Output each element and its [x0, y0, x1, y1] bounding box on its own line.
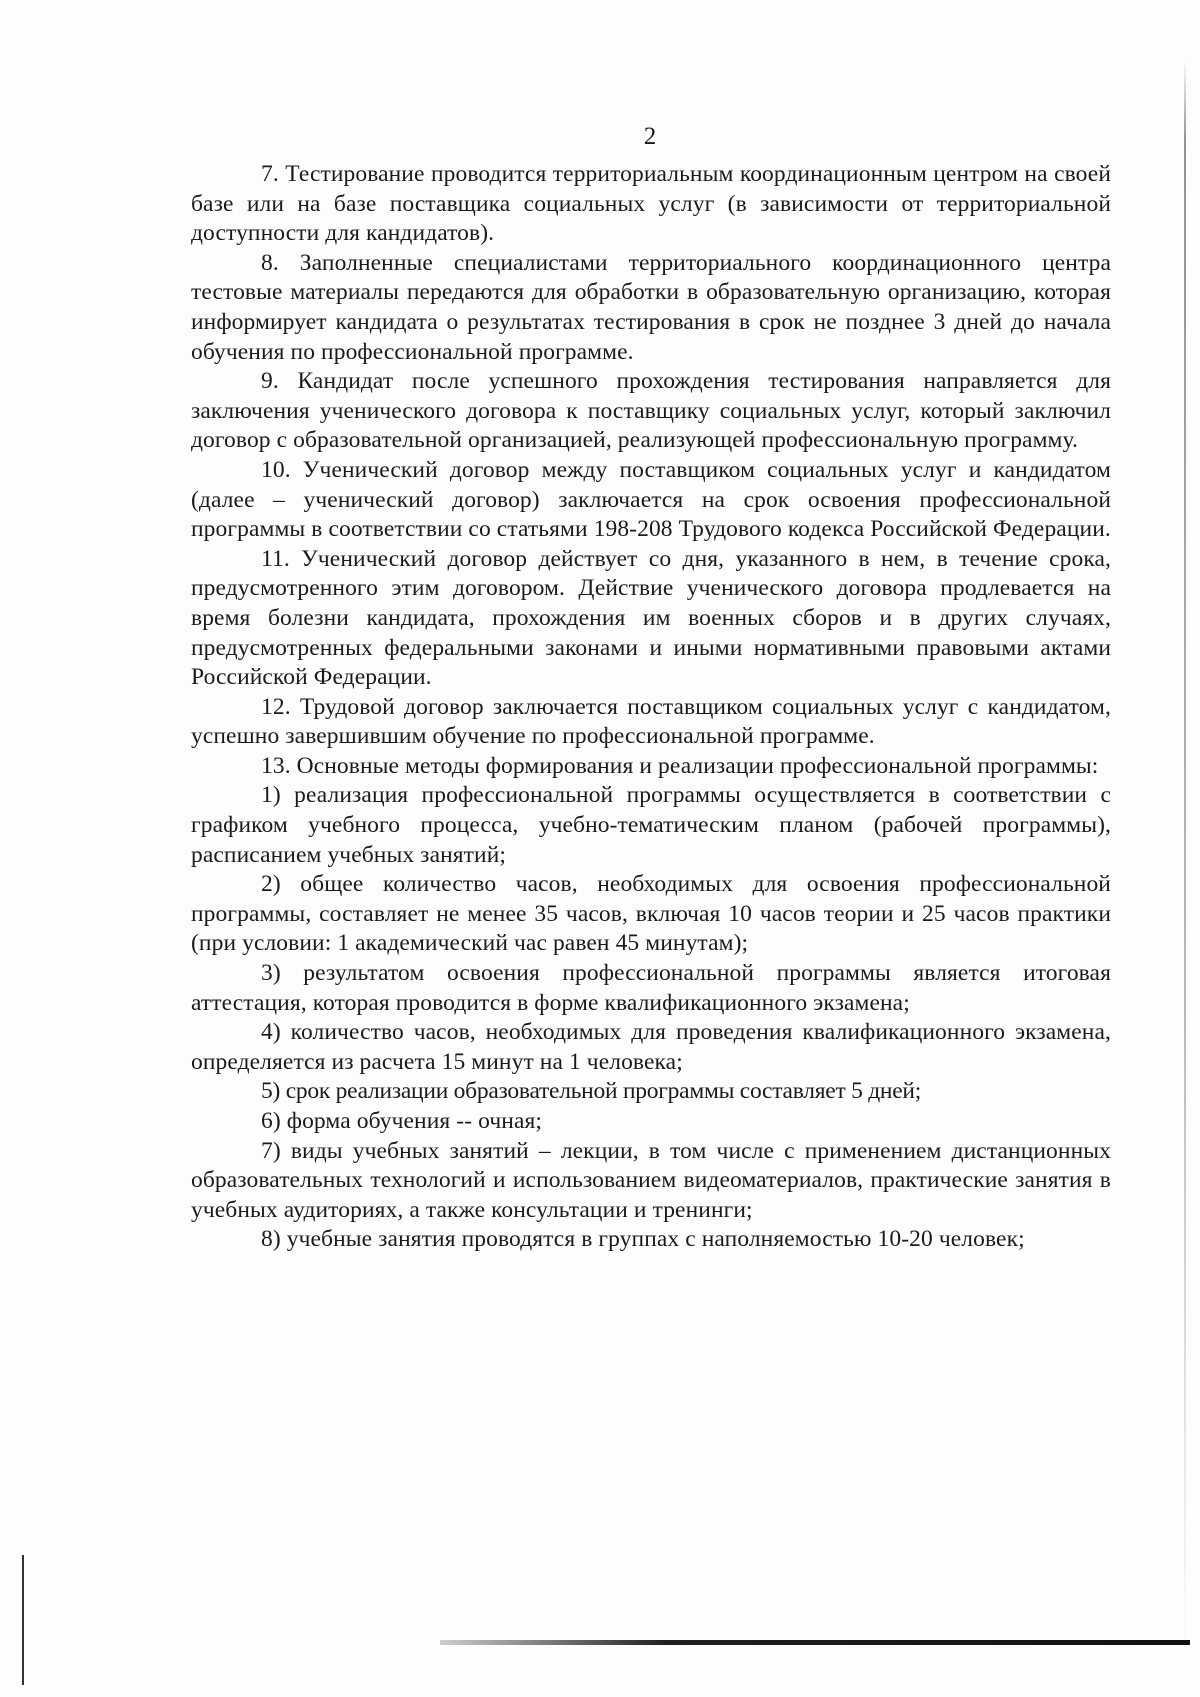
document-body — [191, 160, 1111, 1255]
paragraph-13: 13. Основные методы формирования и реализации профессиональной программы: — [261, 752, 1099, 779]
subitem-4: 4) количество часов, необходимых для проведения квалификационного экзамена, определяется из расчета 15 минут на 1 человека; — [191, 1019, 1111, 1075]
subitem-7: 7) виды учебных занятий – лекции, в том числе с применением дистанционных образовательных технологий и использованием видеоматериалов, практические занятия в учебных аудиториях, а также консультации и тренинги; — [191, 1137, 1111, 1223]
subitem-3: 3) результатом освоения профессиональной программы является итоговая аттестация, которая проводится в форме квалификационного экзамена; — [191, 960, 1111, 1016]
subitem-1: 1) реализация профессиональной программы осуществляется в соответствии с графиком учебного процесса, учебно-тематическим планом (рабочей программы), расписанием учебных занятий; — [191, 782, 1111, 868]
paragraph-7: 7. Тестирование проводится территориальным координационным центром на своей базе или на базе поставщика социальных услуг (в зависимости от территориальной доступности для кандидатов). — [191, 161, 1111, 247]
subitem-2: 2) общее количество часов, необходимых для освоения профессиональной программы, составляет не менее 35 часов, включая 10 часов теории и 25 часов практики (при условии: 1 академический час равен 45 минутам); — [191, 871, 1111, 957]
subitem-8: 8) учебные занятия проводятся в группах с наполняемостью 10-20 человек; — [261, 1226, 1025, 1253]
subitem-5: 5) срок реализации образовательной программы составляет 5 дней; — [261, 1078, 922, 1105]
scan-edge-left — [22, 1555, 24, 1685]
paragraph-9: 9. Кандидат после успешного прохождения тестирования направляется для заключения ученического договора к поставщику социальных услуг, который заключил договор с образовательной организацией, реализующей профессиональную программу. — [191, 368, 1111, 454]
page-number: 2 — [643, 123, 657, 150]
paragraph-11: 11. Ученический договор действует со дня, указанного в нем, в течение срока, предусмотренного этим договором. Действие ученического договора продлевается на время болезни кандидата, прохождения им военных сборов и в других случаях, предусмотренных федеральными законами и иными нормативными правовыми актами Российской Федерации. — [191, 545, 1111, 691]
scan-edge-right — [1184, 60, 1186, 1660]
scan-edge-bottom — [440, 1640, 1190, 1645]
paragraph-8: 8. Заполненные специалистами территориального координационного центра тестовые материалы передаются для обработки в образовательную организацию, которая информирует кандидата о результатах тестирования в срок не позднее 3 дней до начала обучения по профессиональной программе. — [191, 249, 1111, 365]
subitem-6: 6) форма обучения -- очная; — [261, 1108, 543, 1134]
paragraph-12: 12. Трудовой договор заключается поставщиком социальных услуг с кандидатом, успешно завершившим обучение по профессиональной программе. — [191, 693, 1111, 750]
paragraph-10: 10. Ученический договор между поставщиком социальных услуг и кандидатом (далее – ученический договор) заключается на срок освоения профессиональной программы в соответствии со статьями 198-208 Трудового кодекса Российской Федерации. — [191, 456, 1111, 543]
